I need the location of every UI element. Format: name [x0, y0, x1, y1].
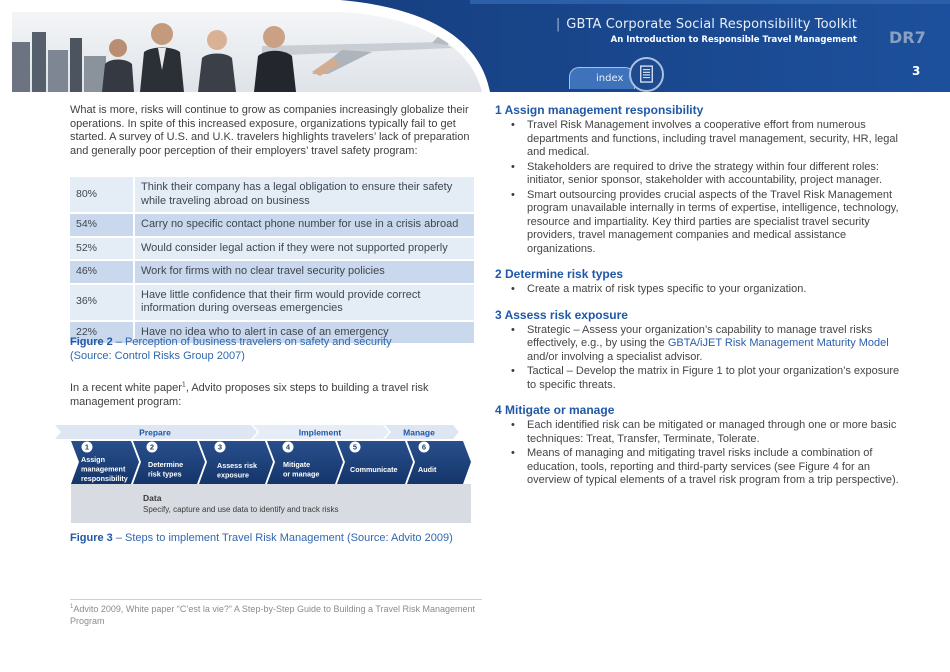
footnote: $^1$Advito 2009, White paper “C’est la vie?” A Step-by-Step Guide to Building a Travel Risk Management Program — [70, 604, 476, 626]
stat-description: Have little confidence that their firm would provide correct information during overseas emergencies — [134, 284, 474, 321]
steps-detail-column — [495, 103, 905, 499]
maturity-model-link[interactable]: GBTA/iJET Risk Management Maturity Model — [667, 337, 889, 349]
bullet-list — [495, 119, 905, 256]
step-number: 1 — [84, 442, 90, 452]
list-item: • Strategic – Assess your organization’s capability to manage travel risks effectively, e.g., by using the GBTA/iJET Risk Management Maturity Model and/or involving a specialist advisor. — [495, 324, 905, 365]
section-heading: 3 Assess risk exposure — [495, 307, 628, 322]
figure-2-label: Figure 2 — [70, 336, 113, 348]
page-number: 3 — [912, 64, 921, 78]
footnote-divider — [70, 599, 482, 600]
phase-label-implement: Implement — [298, 427, 342, 438]
stat-percent: 52% — [70, 237, 134, 261]
section-assess-risk-exposure — [495, 308, 905, 393]
step-label: management — [81, 464, 126, 474]
table-row — [70, 260, 474, 284]
data-box-title: Data — [143, 493, 162, 503]
table-row — [70, 213, 474, 237]
figure-2-text: – Perception of business travelers on safety and security — [112, 336, 392, 348]
bullet-list — [495, 324, 905, 393]
table-row — [70, 177, 474, 213]
step-label: Mitigate — [283, 460, 311, 469]
step-number: 6 — [421, 442, 427, 452]
step-label: Assess risk — [217, 461, 257, 470]
list-item: • Means of managing and mitigating travel risks include a combination of education, tools, reporting and third-party services (see Figure 4 for an overview of typical elements of a travel risk program from a trip perspective). — [495, 447, 905, 488]
step-chevron-5 — [337, 441, 413, 484]
list-item: • Travel Risk Management involves a cooperative effort from numerous departments and functions, including travel management, security, HR, legal and medical. — [495, 119, 905, 160]
figure-3-text: – Steps to implement Travel Risk Management (Source: Advito 2009) — [112, 532, 453, 544]
survey-stats-table — [70, 177, 474, 343]
step-label: Determine — [148, 460, 184, 469]
stat-percent: 36% — [70, 284, 134, 321]
intro-paragraph: What is more, risks will continue to grow as companies increasingly globalize their operations. In spite of this increased exposure, organizations typically fail to get started. A survey of U.S. and U.K. travelers highlights travelers’ lack of preparation and generally poor perception of their employers’ travel safety program: — [70, 104, 470, 157]
section-determine-risk-types — [495, 267, 905, 297]
toolkit-title: | GBTA Corporate Social Responsibility Toolkit — [555, 17, 857, 32]
table-row — [70, 237, 474, 261]
white-paper-paragraph: In a recent white paper$^1$, Advito proposes six steps to building a travel risk management program: — [70, 381, 429, 408]
list-item: • Each identified risk can be mitigated or managed through one or more basic techniques: Treat, Transfer, Terminate, Tolerate. — [495, 419, 905, 446]
stat-description: Carry no specific contact phone number for use in a crisis abroad — [134, 213, 474, 237]
phase-label-prepare: Prepare — [139, 427, 171, 438]
stat-description: Think their company has a legal obligation to ensure their safety while traveling abroad on business — [134, 177, 474, 213]
figure-2-caption — [70, 335, 470, 363]
figure-3-caption — [70, 531, 480, 545]
section-heading: 1 Assign management responsibility — [495, 103, 704, 117]
index-label: index — [596, 73, 624, 84]
table-row — [70, 284, 474, 321]
list-item: • Tactical – Develop the matrix in Figure 1 to plot your organization’s exposure to specific threats. — [495, 365, 905, 392]
section-code: DR7 — [889, 28, 926, 47]
stat-percent: 80% — [70, 177, 134, 213]
index-document-icon[interactable] — [629, 57, 664, 92]
stat-description: Would consider legal action if they were not supported properly — [134, 237, 474, 261]
business-people-photo — [12, 12, 482, 92]
section-mitigate-or-manage — [495, 403, 905, 488]
step-label: or manage — [283, 469, 320, 479]
list-item: • Stakeholders are required to drive the strategy within four different roles: initiator, senior sponsor, stakeholder with accountability, project manager. — [495, 161, 905, 188]
list-item: • Smart outsourcing provides crucial aspects of the Travel Risk Management program unavailable internally in terms of expertise, intelligence, technology, resource and impartiality. Key third parties are specialist travel security providers, travel management companies and medical assistance organizations. — [495, 189, 905, 257]
footnote-ref: 1 — [181, 381, 186, 389]
stat-percent: 54% — [70, 213, 134, 237]
stat-description: Have no idea who to alert in case of an emergency — [134, 321, 474, 344]
step-number: 4 — [285, 442, 291, 452]
page-header — [0, 0, 950, 92]
step-label: Audit — [418, 465, 437, 474]
step-number: 3 — [217, 442, 223, 452]
figure-3-label: Figure 3 — [70, 532, 113, 544]
step-number: 5 — [352, 442, 358, 452]
section-heading: 2 Determine risk types — [495, 267, 624, 281]
step-label: risk types — [148, 469, 182, 479]
figure-2-source: (Source: Control Risks Group 2007) — [70, 350, 245, 362]
bullet-list — [495, 419, 905, 488]
stat-description: Work for firms with no clear travel security policies — [134, 260, 474, 284]
step-label: responsibility — [81, 474, 128, 483]
step-number: 2 — [149, 442, 155, 452]
toolkit-subtitle: An Introduction to Responsible Travel Management — [610, 35, 857, 45]
index-button[interactable] — [569, 67, 635, 89]
bullet-list — [495, 283, 905, 297]
stat-percent: 46% — [70, 260, 134, 284]
phase-label-manage: Manage — [403, 427, 435, 438]
section-heading: 4 Mitigate or manage — [495, 403, 615, 417]
data-box-text: Specify, capture and use data to identify and track risks — [143, 505, 339, 514]
stat-percent: 22% — [70, 321, 134, 344]
step-label: Communicate — [350, 465, 398, 474]
list-item: • Create a matrix of risk types specific to your organization. — [495, 283, 905, 297]
section-assign-responsibility — [495, 103, 905, 256]
step-label: exposure — [217, 470, 249, 480]
step-label: Assign — [81, 455, 105, 464]
steps-diagram — [55, 422, 475, 525]
step-chevron-6 — [407, 441, 471, 484]
data-box — [71, 484, 471, 523]
